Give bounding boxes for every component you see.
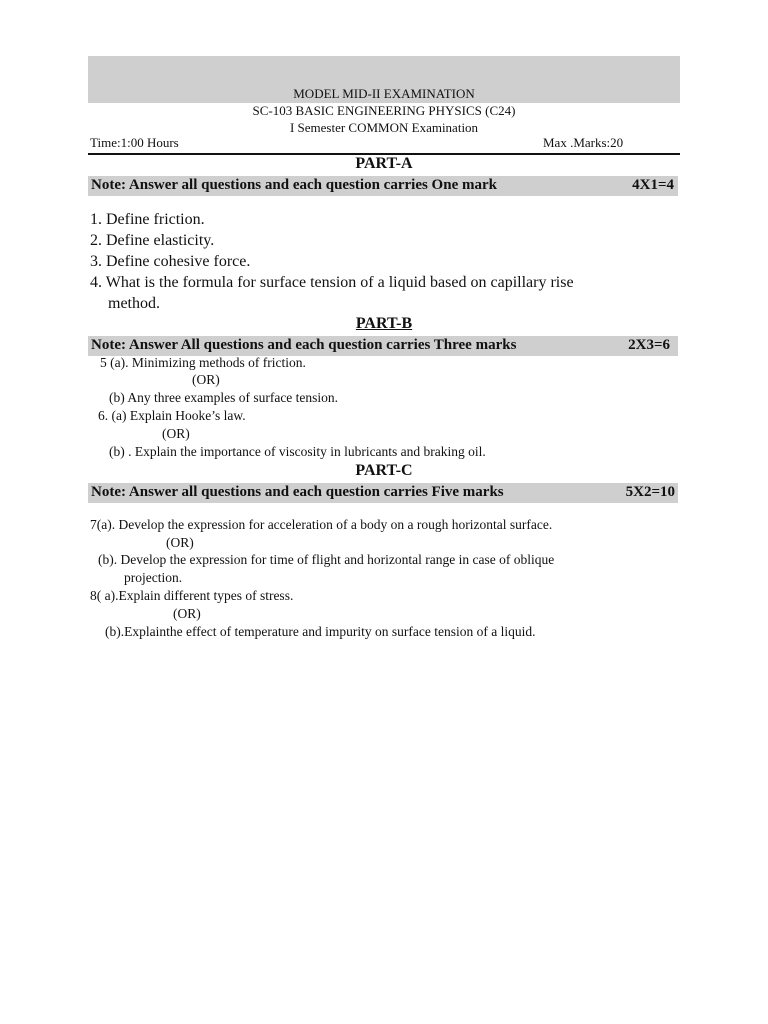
question-4-cont: method. [108,295,160,312]
part-a-marks: 4X1=4 [632,177,674,193]
semester-line: I Semester COMMON Examination [289,120,479,135]
part-b-marks: 2X3=6 [628,337,670,353]
question-2: 2. Define elasticity. [90,232,215,249]
time-label: Time:1:00 Hours [90,135,179,150]
part-c-title: PART-C [355,462,413,479]
question-3: 3. Define cohesive force. [90,253,251,270]
question-7b-cont: projection. [124,570,183,585]
part-b-title: PART-B [355,315,413,332]
part-a-note: Note: Answer all questions and each question carries One mark [91,177,497,193]
question-5a: 5 (a). Minimizing methods of friction. [100,355,306,370]
question-5b: (b) Any three examples of surface tension. [109,390,339,405]
question-1: 1. Define friction. [90,211,205,228]
part-c-note: Note: Answer all questions and each question carries Five marks [91,484,504,500]
or-separator: (OR) [166,535,194,550]
or-separator: (OR) [192,372,220,387]
part-b-note-bar [88,336,678,356]
question-7b: (b). Develop the expression for time of flight and horizontal range in case of oblique [98,552,555,567]
or-separator: (OR) [173,606,201,621]
part-a-title: PART-A [355,155,413,172]
question-8a: 8( a).Explain different types of stress. [90,588,294,603]
question-6a: 6. (a) Explain Hooke’s law. [98,408,246,423]
course-title: SC-103 BASIC ENGINEERING PHYSICS (C24) [252,103,516,118]
question-4: 4. What is the formula for surface tension of a liquid based on capillary rise [90,274,574,291]
question-7a: 7(a). Develop the expression for acceleration of a body on a rough horizontal surface. [90,517,553,532]
question-8b: (b).Explainthe effect of temperature and impurity on surface tension of a liquid. [105,624,536,639]
question-6b: (b) . Explain the importance of viscosity in lubricants and braking oil. [109,444,486,459]
part-c-marks: 5X2=10 [625,484,675,500]
max-marks-label: Max .Marks:20 [543,135,624,150]
part-c-note-bar [88,483,678,503]
part-a-note-bar [88,176,678,196]
part-b-note: Note: Answer All questions and each question carries Three marks [91,337,517,353]
exam-title: MODEL MID-II EXAMINATION [293,86,475,101]
or-separator: (OR) [162,426,190,441]
